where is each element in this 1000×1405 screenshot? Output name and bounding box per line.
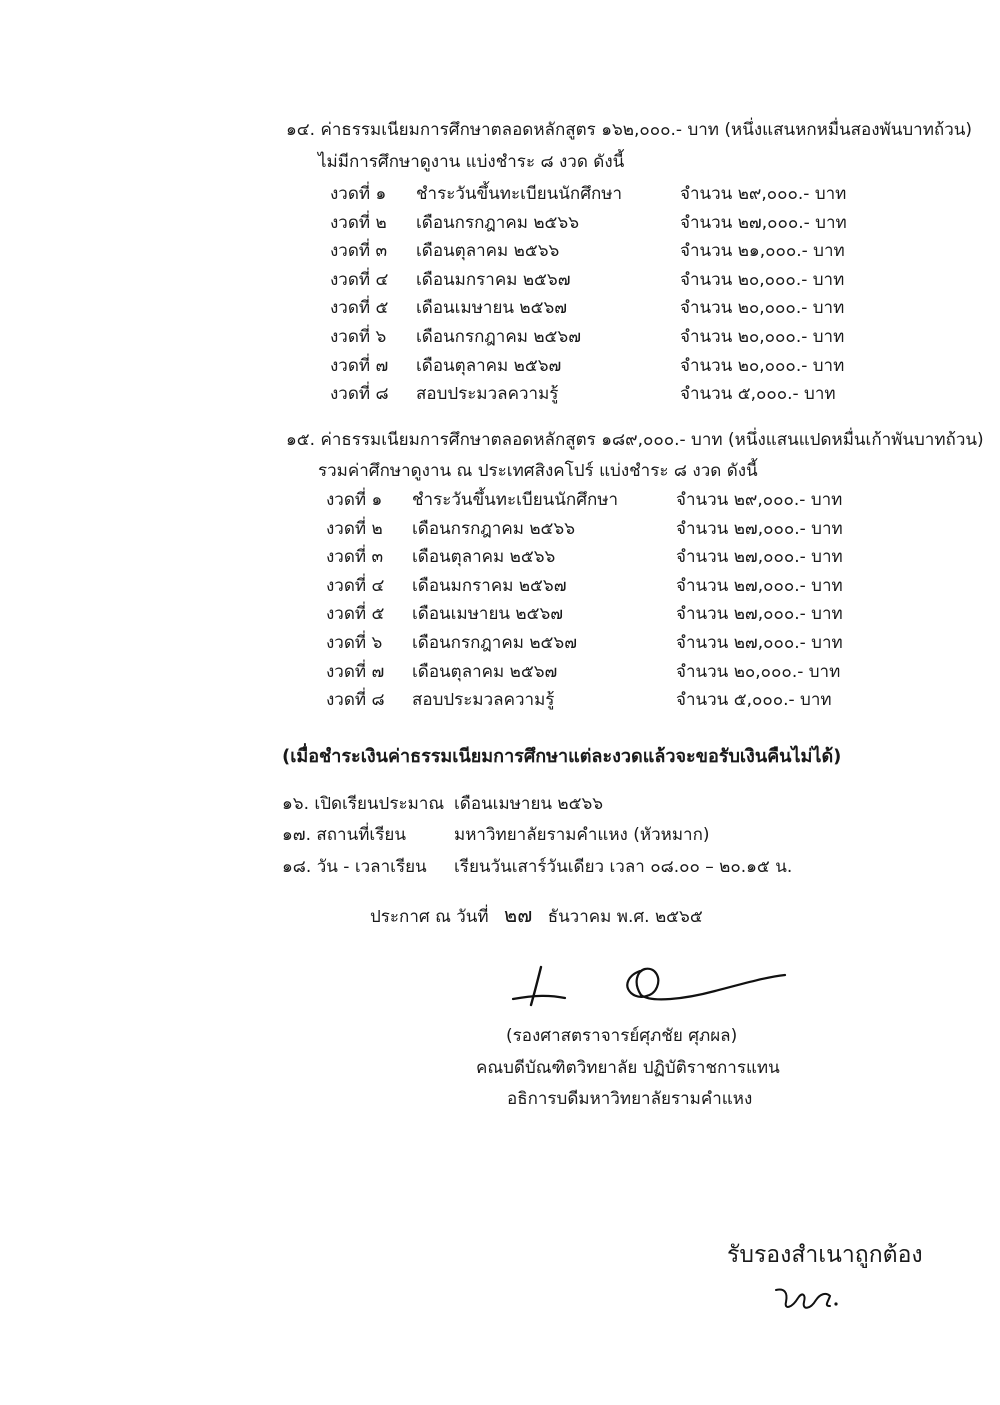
installment-row: [330, 211, 847, 235]
signatory-position-2: อธิการบดีมหาวิทยาลัยรามคำแหง: [507, 1089, 753, 1109]
signatory-position-1: คณบดีบัณฑิตวิทยาลัย ปฏิบัติราชการแทน: [476, 1058, 780, 1078]
detail-18-value: เรียนวันเสาร์วันเดียว เวลา ๐๘.๐๐ – ๒๐.๑๕ น.: [454, 857, 793, 877]
installment-description: ชำระวันขึ้นทะเบียนนักศึกษา: [416, 184, 623, 204]
installment-label: งวดที่ ๔: [330, 269, 389, 290]
installment-amount: จำนวน ๒๗,๐๐๐.- บาท: [676, 604, 843, 625]
certified-copy-stamp: รับรองสำเนาถูกต้อง: [727, 1242, 923, 1268]
installment-label: งวดที่ ๔: [326, 575, 385, 596]
installment-row: [326, 602, 843, 626]
installment-description: เดือนตุลาคม ๒๕๖๖: [416, 241, 560, 262]
installment-description: เดือนตุลาคม ๒๕๖๗: [416, 355, 562, 376]
installment-amount: จำนวน ๒๐,๐๐๐.- บาท: [676, 661, 841, 682]
initials-signature: [770, 1280, 850, 1318]
installment-amount: จำนวน ๒๑,๐๐๐.- บาท: [680, 241, 845, 262]
installment-amount: จำนวน ๕,๐๐๐.- บาท: [676, 690, 832, 711]
detail-18-label: ๑๘. วัน - เวลาเรียน: [282, 857, 427, 877]
installment-row: [326, 660, 841, 684]
installment-label: งวดที่ ๖: [326, 633, 383, 653]
installment-description: เดือนมกราคม ๒๕๖๗: [412, 575, 567, 596]
installment-description: เดือนตุลาคม ๒๕๖๗: [412, 661, 558, 682]
installment-description: เดือนกรกฎาคม ๒๕๖๖: [412, 518, 575, 539]
installment-row: [330, 354, 845, 378]
installment-row: [330, 325, 845, 349]
installment-label: งวดที่ ๗: [326, 661, 385, 682]
installment-label: งวดที่ ๕: [326, 604, 385, 625]
installment-amount: จำนวน ๒๙,๐๐๐.- บาท: [680, 184, 847, 204]
installment-row: [326, 631, 843, 655]
signatory-name: (รองศาสตราจารย์ศุภชัย ศุภผล): [506, 1026, 738, 1046]
installment-amount: จำนวน ๒๗,๐๐๐.- บาท: [680, 212, 847, 233]
installment-row: [326, 488, 843, 512]
installment-amount: จำนวน ๒๐,๐๐๐.- บาท: [680, 298, 845, 319]
installment-label: งวดที่ ๓: [330, 241, 388, 262]
installment-description: สอบประมวลความรู้: [416, 384, 559, 405]
installment-description: เดือนมกราคม ๒๕๖๗: [416, 269, 571, 290]
installment-amount: จำนวน ๒๗,๐๐๐.- บาท: [676, 518, 843, 539]
announcement-suffix: ธันวาคม พ.ศ. ๒๕๖๕: [547, 907, 703, 927]
installment-amount: จำนวน ๒๙,๐๐๐.- บาท: [676, 490, 843, 510]
installment-description: ชำระวันขึ้นทะเบียนนักศึกษา: [412, 490, 619, 510]
installment-row: [326, 688, 836, 712]
installment-row: [326, 517, 843, 541]
detail-16-value: เดือนเมษายน ๒๕๖๖: [454, 794, 604, 814]
installment-label: งวดที่ ๒: [326, 518, 383, 539]
detail-17-label: ๑๗. สถานที่เรียน: [282, 825, 406, 845]
announcement-day: ๒๗: [504, 903, 533, 927]
installment-row: [330, 382, 840, 406]
installment-row: [326, 545, 843, 569]
installment-label: งวดที่ ๖: [330, 327, 387, 347]
installment-label: งวดที่ ๘: [326, 690, 385, 711]
section-15-subheading: รวมค่าศึกษาดูงาน ณ ประเทศสิงคโปร์ แบ่งชำระ ๘ งวด ดังนี้: [318, 461, 758, 481]
announcement-line: [370, 903, 703, 929]
installment-description: เดือนเมษายน ๒๕๖๗: [416, 298, 568, 319]
installment-amount: จำนวน ๒๗,๐๐๐.- บาท: [676, 633, 843, 653]
signature-image: [505, 955, 795, 1015]
installment-amount: จำนวน ๒๐,๐๐๐.- บาท: [680, 327, 845, 347]
installment-amount: จำนวน ๒๗,๐๐๐.- บาท: [676, 575, 843, 596]
installment-label: งวดที่ ๑: [330, 184, 387, 204]
installment-label: งวดที่ ๕: [330, 298, 389, 319]
section-14-subheading: ไม่มีการศึกษาดูงาน แบ่งชำระ ๘ งวด ดังนี้: [318, 152, 625, 172]
section-15-heading: ๑๕. ค่าธรรมเนียมการศึกษาตลอดหลักสูตร ๑๘๙,๐๐๐.- บาท (หนึ่งแสนแปดหมื่นเก้าพันบาทถ้วน): [286, 430, 984, 450]
installment-description: เดือนเมษายน ๒๕๖๗: [412, 604, 564, 625]
installment-amount: จำนวน ๕,๐๐๐.- บาท: [680, 384, 836, 405]
section-14-heading: ๑๔. ค่าธรรมเนียมการศึกษาตลอดหลักสูตร ๑๖๒,๐๐๐.- บาท (หนึ่งแสนหกหมื่นสองพันบาทถ้วน): [286, 120, 973, 140]
installment-amount: จำนวน ๒๐,๐๐๐.- บาท: [680, 269, 845, 290]
detail-17-value: มหาวิทยาลัยรามคำแหง (หัวหมาก): [454, 825, 710, 845]
installment-amount: จำนวน ๒๐,๐๐๐.- บาท: [680, 355, 845, 376]
installment-label: งวดที่ ๘: [330, 384, 389, 405]
installment-row: [330, 296, 845, 320]
installment-label: งวดที่ ๒: [330, 212, 387, 233]
refund-notice: (เมื่อชำระเงินค่าธรรมเนียมการศึกษาแต่ละงวดแล้วจะขอรับเงินคืนไม่ได้): [282, 746, 842, 767]
installment-description: เดือนกรกฎาคม ๒๕๖๖: [416, 212, 579, 233]
installment-description: เดือนกรกฎาคม ๒๕๖๗: [416, 327, 581, 347]
installment-row: [326, 574, 843, 598]
installment-description: เดือนกรกฎาคม ๒๕๖๗: [412, 633, 577, 653]
installment-row: [330, 182, 847, 206]
installment-description: เดือนตุลาคม ๒๕๖๖: [412, 547, 556, 568]
installment-amount: จำนวน ๒๗,๐๐๐.- บาท: [676, 547, 843, 568]
installment-label: งวดที่ ๓: [326, 547, 384, 568]
announcement-prefix: ประกาศ ณ วันที่: [370, 907, 489, 927]
installment-row: [330, 268, 845, 292]
installment-description: สอบประมวลความรู้: [412, 690, 555, 711]
installment-label: งวดที่ ๗: [330, 355, 389, 376]
installment-row: [330, 239, 845, 263]
detail-16-label: ๑๖. เปิดเรียนประมาณ: [282, 794, 445, 814]
installment-label: งวดที่ ๑: [326, 490, 383, 510]
